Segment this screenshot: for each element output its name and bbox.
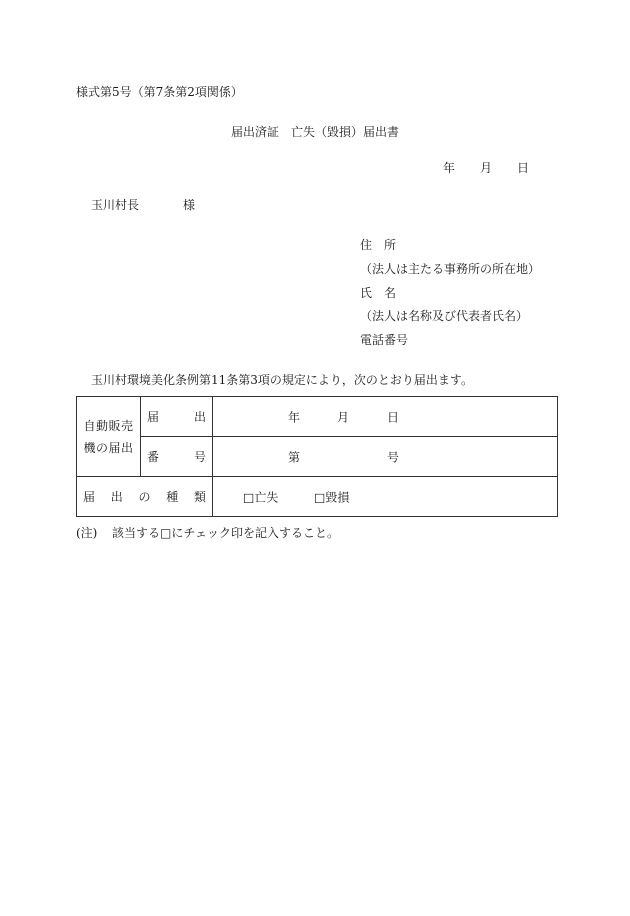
number-label	[141, 437, 213, 477]
label-char: 出	[110, 490, 123, 504]
label-char: 届	[147, 410, 160, 424]
field-month-label: 月	[337, 410, 350, 424]
applicant-address-label: 住 所	[360, 238, 397, 252]
date-month-label: 月	[480, 161, 493, 175]
date-year-label: 年	[443, 161, 456, 175]
label-char: 出	[193, 410, 206, 424]
label-char: 類	[193, 490, 206, 504]
notification-date-field[interactable]	[213, 397, 558, 437]
number-suffix: 号	[387, 450, 400, 464]
label-char: 届	[83, 490, 96, 504]
applicant-name-note: （法人は名称及び代表者氏名）	[360, 309, 529, 323]
addressee	[91, 198, 196, 212]
notification-table	[76, 396, 558, 517]
form-number: 様式第5号（第7条第2項関係）	[76, 85, 243, 99]
checkbox-damaged[interactable]: □毀損	[314, 490, 350, 504]
label-char: 種	[166, 490, 179, 504]
table-row-notification-date	[77, 397, 558, 437]
footnote-text: 該当する□にチェック印を記入すること。	[112, 526, 339, 540]
notification-type-options	[213, 477, 558, 517]
statement-text: 玉川村環境美化条例第11条第3項の規定により，次のとおり届出ます。	[91, 373, 473, 387]
number-field[interactable]	[213, 437, 558, 477]
field-year-label: 年	[288, 410, 301, 424]
applicant-address-note: （法人は主たる事務所の所在地）	[360, 262, 541, 276]
footnote	[76, 526, 339, 540]
label-char: 番	[147, 450, 160, 464]
notification-type-label	[77, 477, 213, 517]
number-prefix: 第	[288, 450, 301, 464]
document-title: 届出済証 亡失（毀損）届出書	[230, 125, 399, 139]
table-row-number	[77, 437, 558, 477]
label-char: の	[138, 490, 151, 504]
addressee-name: 玉川村長	[91, 198, 140, 212]
date-day-label: 日	[517, 161, 530, 175]
checkbox-lost[interactable]: □亡失	[243, 490, 279, 504]
field-day-label: 日	[387, 410, 400, 424]
vending-machine-group-label	[77, 397, 141, 477]
addressee-honorific: 様	[183, 198, 196, 212]
group-label-line-2: 機の届出	[83, 440, 134, 455]
applicant-phone-label: 電話番号	[360, 333, 409, 347]
label-char: 号	[193, 450, 206, 464]
notification-date-label	[141, 397, 213, 437]
group-label-line-1: 自動販売	[83, 418, 134, 433]
footnote-mark: (注)	[76, 526, 98, 540]
applicant-name-label: 氏 名	[360, 286, 397, 300]
table-row-notification-type	[77, 477, 558, 517]
